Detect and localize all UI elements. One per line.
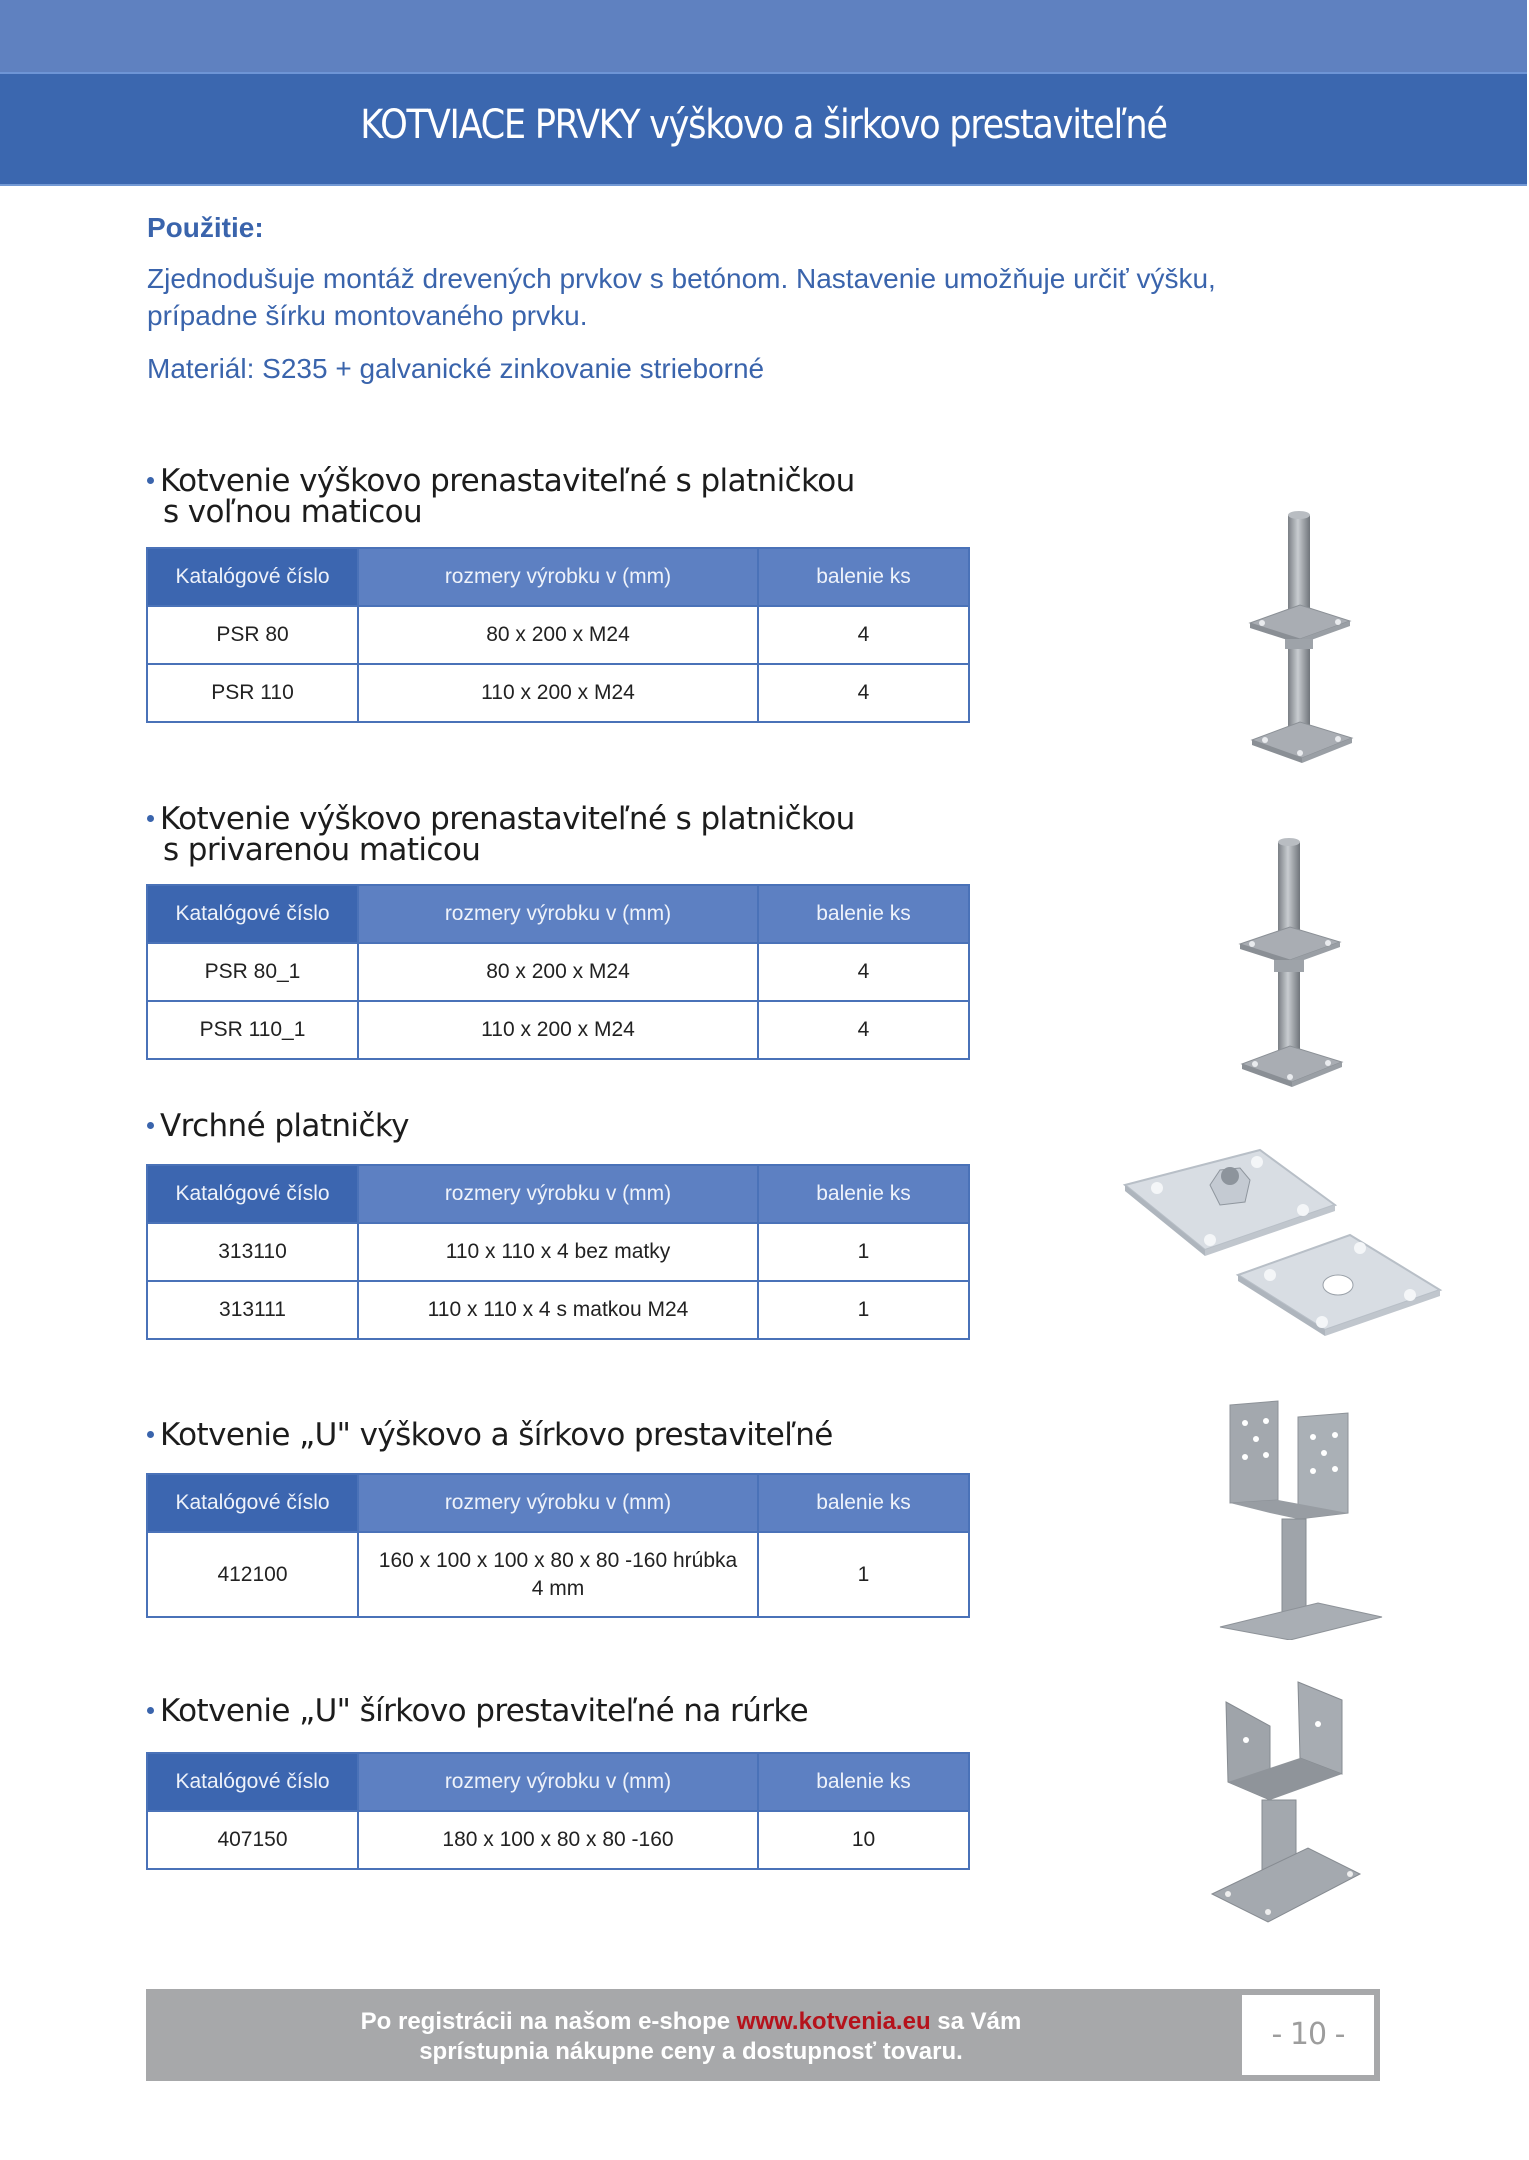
section-title (147, 463, 855, 530)
section-title-line1: Kotvenie „U" výškovo a šírkovo prestaviteľné (160, 1417, 833, 1453)
table-header-row (147, 1474, 969, 1532)
header-band-top (0, 0, 1527, 74)
cell-catalog: PSR 110_1 (147, 1001, 358, 1059)
cell-dimensions-line2: 4 mm (531, 1576, 585, 1600)
header-band (0, 74, 1527, 186)
product-table (146, 1752, 970, 1870)
table-row (147, 943, 969, 1001)
page-title: KOTVIACE PRVKY výškovo a širkovo prestaviteľné (360, 102, 1167, 148)
cell-dimensions (358, 1532, 758, 1617)
header-package: balenie ks (758, 1165, 969, 1223)
cell-package: 4 (758, 1001, 969, 1059)
product-table (146, 884, 970, 1060)
section-title (147, 1108, 409, 1144)
header-dimensions: rozmery výrobku v (mm) (358, 885, 758, 943)
page-number-box (1236, 1989, 1380, 2081)
cell-catalog: 313111 (147, 1281, 358, 1339)
cell-dimensions: 80 x 200 x M24 (358, 606, 758, 664)
usage-description-line2: prípadne šírku montovaného prvku. (147, 300, 588, 331)
header-catalog: Katalógové číslo (147, 548, 358, 606)
section-title-line2: s voľnou maticou (163, 494, 423, 530)
product-image-top-plates (1110, 1130, 1450, 1340)
footer-text-part2: sa Vám (930, 2008, 1022, 2035)
section-title (147, 1417, 833, 1453)
table-header-row (147, 1165, 969, 1223)
table-row (147, 1811, 969, 1869)
product-image-u-anchor-on-tube (1200, 1672, 1390, 1927)
header-package: balenie ks (758, 1753, 969, 1811)
header-package: balenie ks (758, 885, 969, 943)
table-header-row (147, 548, 969, 606)
section-title-line1: Kotvenie „U" šírkovo prestaviteľné na rúrke (160, 1693, 809, 1729)
product-table (146, 547, 970, 723)
cell-catalog: PSR 80_1 (147, 943, 358, 1001)
table-row (147, 664, 969, 722)
header-package: balenie ks (758, 548, 969, 606)
footer-text-part1: Po registrácii na našom e-shope (360, 2008, 737, 2035)
product-table (146, 1473, 970, 1618)
product-image-post-base-welded-nut (1230, 832, 1350, 1097)
cell-dimensions: 80 x 200 x M24 (358, 943, 758, 1001)
table-header-row (147, 1753, 969, 1811)
footer-text-line2: sprístupnia nákupne ceny a dostupnosť tovaru. (419, 2038, 963, 2065)
table-row (147, 1281, 969, 1339)
cell-catalog: 407150 (147, 1811, 358, 1869)
bullet-icon (147, 1122, 154, 1129)
section-title-line1: Kotvenie výškovo prenastaviteľné s platničkou (160, 801, 855, 837)
eshop-link[interactable]: www.kotvenia.eu (736, 2008, 931, 2035)
usage-heading: Použitie: (147, 212, 264, 243)
bullet-icon (147, 1431, 154, 1438)
product-image-u-anchor-adjustable (1200, 1395, 1400, 1640)
cell-package: 1 (758, 1223, 969, 1281)
usage-description-line1: Zjednodušuje montáž drevených prvkov s betónom. Nastavenie umožňuje určiť výšku, (147, 263, 1216, 294)
cell-package: 1 (758, 1532, 969, 1617)
cell-dimensions: 110 x 200 x M24 (358, 1001, 758, 1059)
table-row (147, 1001, 969, 1059)
bullet-icon (147, 477, 154, 484)
cell-dimensions: 110 x 200 x M24 (358, 664, 758, 722)
table-row (147, 1223, 969, 1281)
page-number: - 10 - (1242, 1995, 1374, 2075)
header-catalog: Katalógové číslo (147, 1165, 358, 1223)
header-dimensions: rozmery výrobku v (mm) (358, 1165, 758, 1223)
header-catalog: Katalógové číslo (147, 885, 358, 943)
table-header-row (147, 885, 969, 943)
bullet-icon (147, 815, 154, 822)
cell-package: 4 (758, 664, 969, 722)
section-title-line1: Vrchné platničky (160, 1108, 409, 1144)
header-catalog: Katalógové číslo (147, 1753, 358, 1811)
cell-dimensions: 180 x 100 x 80 x 80 -160 (358, 1811, 758, 1869)
cell-dimensions: 110 x 110 x 4 bez matky (358, 1223, 758, 1281)
cell-package: 4 (758, 606, 969, 664)
table-row (147, 1532, 969, 1617)
bullet-icon (147, 1707, 154, 1714)
header-package: balenie ks (758, 1474, 969, 1532)
cell-dimensions-line1: 160 x 100 x 100 x 80 x 80 -160 hrúbka (378, 1548, 738, 1572)
cell-package: 1 (758, 1281, 969, 1339)
footer-text (146, 2007, 1236, 2067)
footer-banner (146, 1989, 1236, 2081)
section-title (147, 801, 855, 868)
product-table (146, 1164, 970, 1340)
section-title (147, 1693, 809, 1729)
cell-dimensions: 110 x 110 x 4 s matkou M24 (358, 1281, 758, 1339)
cell-catalog: PSR 110 (147, 664, 358, 722)
cell-package: 10 (758, 1811, 969, 1869)
cell-catalog: PSR 80 (147, 606, 358, 664)
usage-description (147, 260, 1347, 334)
section-title-line2: s privarenou maticou (163, 832, 481, 868)
header-dimensions: rozmery výrobku v (mm) (358, 1474, 758, 1532)
header-catalog: Katalógové číslo (147, 1474, 358, 1532)
cell-catalog: 313110 (147, 1223, 358, 1281)
table-row (147, 606, 969, 664)
material-text: Materiál: S235 + galvanické zinkovanie strieborné (147, 353, 765, 384)
header-dimensions: rozmery výrobku v (mm) (358, 1753, 758, 1811)
product-image-post-base-loose-nut (1240, 505, 1360, 770)
cell-catalog: 412100 (147, 1532, 358, 1617)
cell-package: 4 (758, 943, 969, 1001)
header-dimensions: rozmery výrobku v (mm) (358, 548, 758, 606)
section-title-line1: Kotvenie výškovo prenastaviteľné s platničkou (160, 463, 855, 499)
